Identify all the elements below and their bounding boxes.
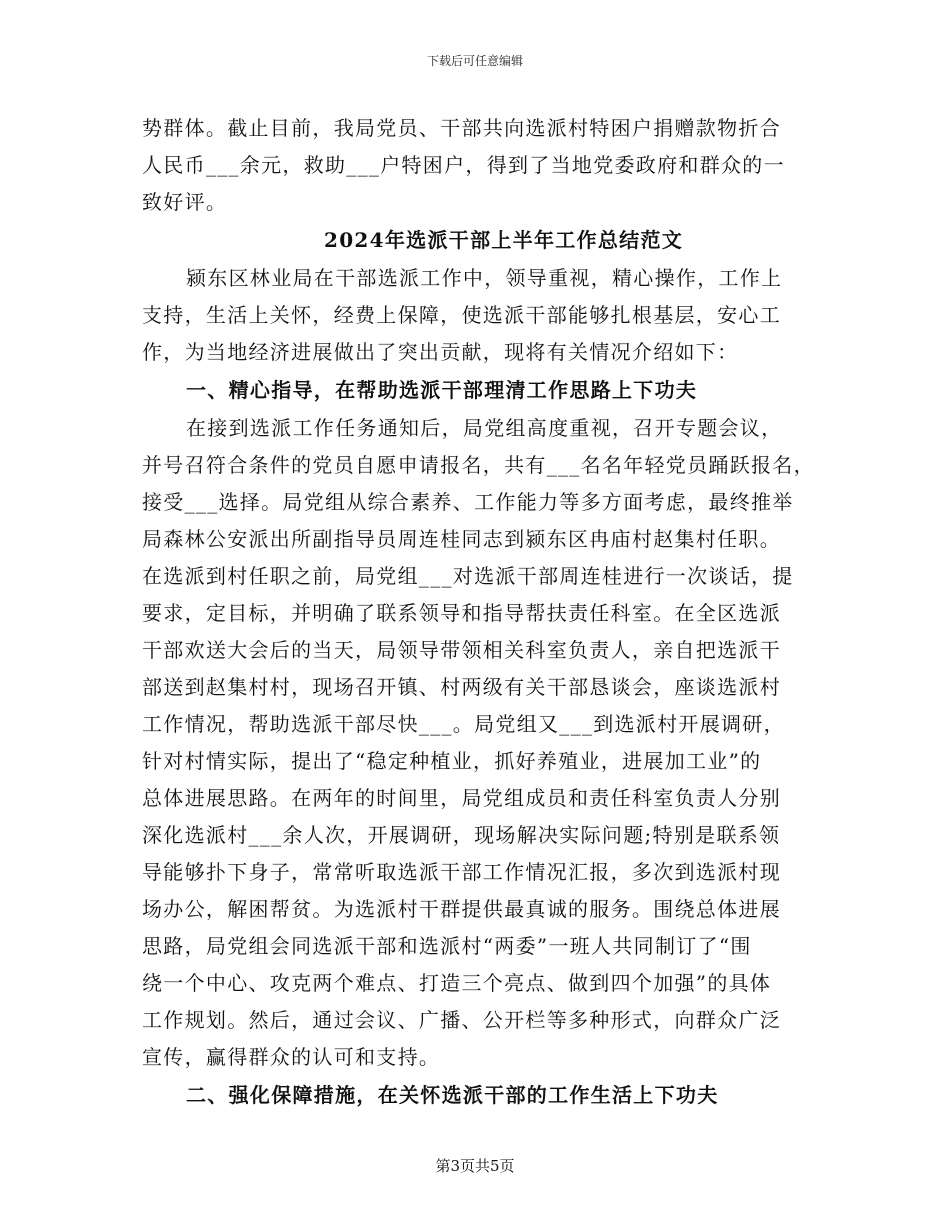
text-line: 局森林公安派出所副指导员周连桂同志到颍东区冉庙村赵集村任职。 [142, 527, 781, 551]
text-line: 宣传，赢得群众的认可和支持。 [142, 1045, 441, 1069]
section-heading: 一、精心指导，在帮助选派干部理清工作思路上下功夫 [186, 378, 698, 402]
text-line: 支持，生活上关怀，经费上保障，使选派干部能够扎根基层，安心工 [142, 303, 781, 327]
text-line: 深化选派村___余人次，开展调研，现场解决实际问题;特别是联系领 [142, 823, 781, 847]
text-line: 致好评。 [142, 190, 228, 214]
text-line: 绕一个中心、攻克两个难点、打造三个亮点、做到四个加强”的具体 [142, 971, 772, 995]
text-line: 思路，局党组会同选派干部和选派村“两委”一班人共同制订了“围 [142, 934, 752, 958]
text-line: 工作规划。然后，通过会议、广播、公开栏等多种形式，向群众广泛 [142, 1008, 781, 1032]
text-line: 颍东区林业局在干部选派工作中，领导重视，精心操作，工作上 [186, 266, 783, 290]
text-line: 人民币___余元，救助___户特困户，得到了当地党委政府和群众的一 [142, 153, 785, 177]
text-line: 总体进展思路。在两年的时间里，局党组成员和责任科室负责人分别 [142, 786, 781, 810]
page-footer: 第3页共5页 [435, 1157, 515, 1175]
document-title: 2024年选派干部上半年工作总结范文 [324, 228, 684, 252]
text-line: 并号召符合条件的党员自愿申请报名，共有___名名年轻党员踊跃报名， [142, 453, 815, 477]
text-line: 势群体。截止目前，我局党员、干部共向选派村特困户捐赠款物折合 [142, 116, 781, 140]
page-header: 下载后可任意编辑 [426, 54, 523, 68]
text-line: 针对村情实际，提出了“稳定种植业，抓好养殖业，进展加工业”的 [142, 749, 762, 773]
text-line: 在接到选派工作任务通知后，局党组高度重视，召开专题会议， [186, 416, 783, 440]
text-line: 干部欢送大会后的当天，局领导带领相关科室负责人，亲自把选派干 [142, 638, 781, 662]
text-line: 作，为当地经济进展做出了突出贡献，现将有关情况介绍如下： [142, 340, 739, 364]
text-line: 工作情况，帮助选派干部尽快___。局党组又___到选派村开展调研， [142, 712, 785, 736]
text-line: 在选派到村任职之前，局党组___对选派干部周连桂进行一次谈话，提 [142, 564, 794, 588]
section-heading: 二、强化保障措施，在关怀选派干部的工作生活上下功夫 [186, 1083, 719, 1107]
text-line: 导能够扑下身子，常常听取选派干部工作情况汇报，多次到选派村现 [142, 860, 781, 884]
text-line: 接受___选择。局党组从综合素养、工作能力等多方面考虑，最终推举 [142, 490, 794, 514]
text-line: 场办公，解困帮贫。为选派村干群提供最真诚的服务。围绕总体进展 [142, 897, 781, 921]
text-line: 部送到赵集村村，现场召开镇、村两级有关干部恳谈会，座谈选派村 [142, 675, 781, 699]
text-line: 要求，定目标，并明确了联系领导和指导帮扶责任科室。在全区选派 [142, 601, 781, 625]
